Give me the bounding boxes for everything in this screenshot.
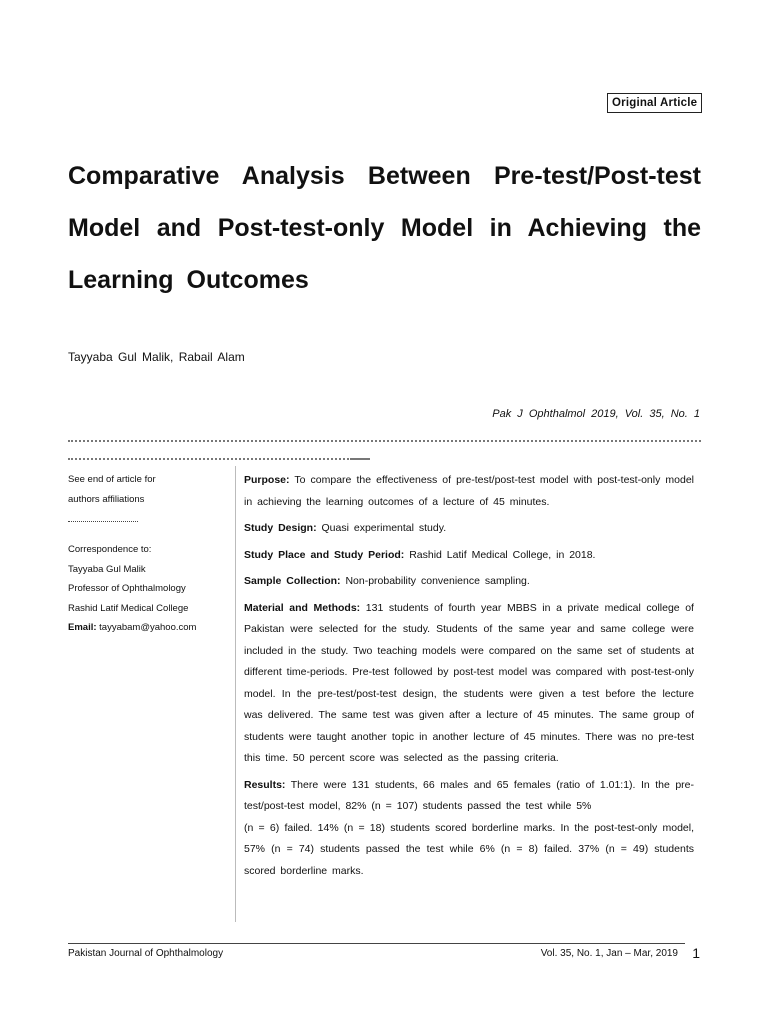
author-info-column xyxy=(68,470,228,638)
correspondence-name: Tayyaba Gul Malik xyxy=(68,563,146,575)
abstract-place xyxy=(244,545,694,567)
abstract xyxy=(244,470,694,887)
footer-issue: Vol. 35, No. 1, Jan – Mar, 2019 xyxy=(540,948,678,959)
sample-label: Sample Collection: xyxy=(244,575,341,587)
abstract-purpose xyxy=(244,470,694,513)
email-label: Email: xyxy=(68,622,97,633)
abstract-results xyxy=(244,775,694,818)
abstract-sample xyxy=(244,571,694,593)
dotted-divider xyxy=(68,440,701,442)
results-text-2: (n = 6) failed. 14% (n = 18) students scored borderline marks. In the post-test-only model, 57% (n = 74) students passed the test while 6% (n = 8) failed. 37% (n = 49) students scored borderline marks. xyxy=(244,821,694,877)
abstract-design xyxy=(244,518,694,540)
methods-text: 131 students of fourth year MBBS in a private medical college of Pakistan were selected for the study. Students of the same year and same college were included in the study. Two teaching models were compared on the same set of students at different time-periods. Pre-test followed by post-test model was compared with post-test-only model. In the pre-test/post-test design, the students were given a test before the lecture was delivered. The same test was given after a lecture of 45 minutes. The same group of students were taught another topic in another lecture of 45 minutes. There was no pre-test this time. 50 percent score was selected as the passing criteria. xyxy=(244,601,694,764)
results-text-1: There were 131 students, 66 males and 65 females (ratio of 1.01:1). In the pre-test/post-test model, 82% (n = 107) students passed the test while 5% xyxy=(244,778,694,812)
sample-text: Non-probability convenience sampling. xyxy=(345,575,530,587)
dotted-divider-tail xyxy=(350,458,370,460)
journal-citation: Pak J Ophthalmol 2019, Vol. 35, No. 1 xyxy=(492,408,700,420)
author-list: Tayyaba Gul Malik, Rabail Alam xyxy=(68,350,245,364)
abstract-results-cont xyxy=(244,818,694,883)
design-label: Study Design: xyxy=(244,522,317,534)
correspondence-email-row xyxy=(68,618,228,638)
dotted-divider-short xyxy=(68,458,368,460)
correspondence-institution: Rashid Latif Medical College xyxy=(68,602,189,614)
separator-line xyxy=(68,521,138,522)
footer-rule xyxy=(68,943,685,944)
email-address[interactable]: tayyabam@yahoo.com xyxy=(99,622,197,633)
page-number: 1 xyxy=(692,945,700,961)
place-label: Study Place and Study Period: xyxy=(244,548,405,561)
results-label: Results: xyxy=(244,778,286,791)
abstract-methods xyxy=(244,598,694,770)
affiliations-note: authors affiliations xyxy=(68,493,145,505)
footer-journal: Pakistan Journal of Ophthalmology xyxy=(68,948,224,959)
article-type-badge: Original Article xyxy=(607,93,702,113)
correspondence-heading: Correspondence to: xyxy=(68,544,152,555)
purpose-text: To compare the effectiveness of pre-test/post-test model with post-test-only model in achieving the learning outcomes of a lecture of 45 minutes. xyxy=(244,474,694,508)
article-title: Comparative Analysis Between Pre-test/Post-test Model and Post-test-only Model in Achieving the Learning Outcomes xyxy=(68,162,701,294)
see-end-note: See end of article for xyxy=(68,474,156,485)
place-text: Rashid Latif Medical College, in 2018. xyxy=(409,548,596,561)
purpose-label: Purpose: xyxy=(244,474,290,486)
correspondence-position: Professor of Ophthalmology xyxy=(68,583,186,594)
methods-label: Material and Methods: xyxy=(244,601,361,614)
design-text: Quasi experimental study. xyxy=(321,522,447,534)
column-divider xyxy=(235,466,236,922)
